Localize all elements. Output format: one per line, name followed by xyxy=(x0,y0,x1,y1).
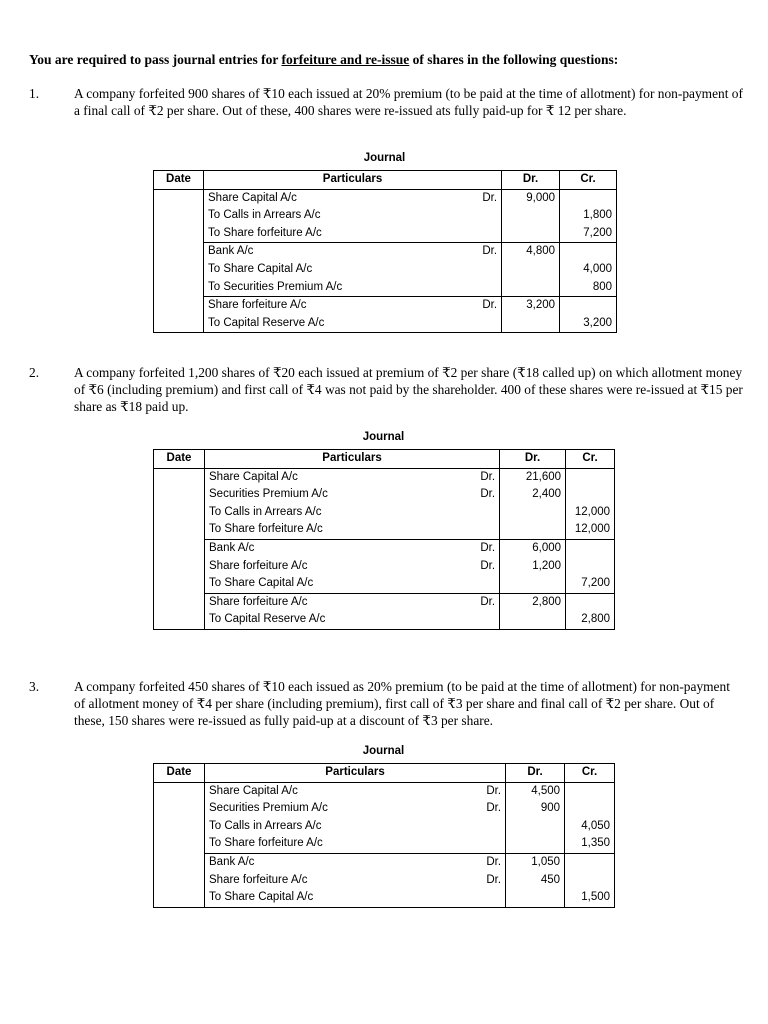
dr-marker-cell xyxy=(455,889,506,907)
col-header-cr: Cr. xyxy=(565,764,615,783)
journal-row xyxy=(154,835,615,853)
dr-marker-cell xyxy=(454,207,502,225)
particulars-cell: To Share forfeiture A/c xyxy=(205,521,453,539)
date-cell xyxy=(154,521,205,539)
journal-header-row xyxy=(154,450,615,469)
dr-marker-cell xyxy=(453,521,500,539)
col-header-particulars: Particulars xyxy=(205,450,500,469)
dr-marker-cell: Dr. xyxy=(455,800,506,818)
particulars-cell: To Share Capital A/c xyxy=(204,261,454,279)
dr-marker-cell: Dr. xyxy=(455,782,506,800)
date-cell xyxy=(154,468,205,486)
journal-row xyxy=(154,225,617,243)
credit-cell: 4,000 xyxy=(560,261,617,279)
question-3 xyxy=(29,678,744,729)
credit-cell xyxy=(565,782,615,800)
journal-row xyxy=(154,468,615,486)
journal-row xyxy=(154,189,617,207)
credit-cell xyxy=(566,558,615,576)
debit-cell xyxy=(506,818,565,836)
debit-cell: 21,600 xyxy=(500,468,566,486)
question-text: A company forfeited 450 shares of ₹10 each issued as 20% premium (to be paid at the time of allotment) for non-payment of allotment money of ₹4 per share (including premium), first call of ₹3 per share and final call of ₹2 per share. Out of these, 150 shares were re-issued as fully paid-up at a discount of ₹3 per share. xyxy=(74,679,730,728)
credit-cell xyxy=(565,853,615,871)
particulars-cell: To Capital Reserve A/c xyxy=(205,611,453,629)
particulars-cell: Share forfeiture A/c xyxy=(205,558,453,576)
credit-cell xyxy=(566,593,615,611)
credit-cell: 1,800 xyxy=(560,207,617,225)
particulars-cell: Share forfeiture A/c xyxy=(205,593,453,611)
journal-row xyxy=(154,782,615,800)
date-cell xyxy=(154,279,204,297)
debit-cell xyxy=(502,225,560,243)
dr-marker-cell xyxy=(454,279,502,297)
debit-cell xyxy=(506,889,565,907)
date-cell xyxy=(154,872,205,890)
debit-cell xyxy=(502,261,560,279)
particulars-cell: Bank A/c xyxy=(205,539,453,557)
debit-cell xyxy=(500,504,566,522)
journal-row xyxy=(154,297,617,315)
journal-row xyxy=(154,889,615,907)
credit-cell: 4,050 xyxy=(565,818,615,836)
journal-row xyxy=(154,504,615,522)
credit-cell: 7,200 xyxy=(560,225,617,243)
journal-row xyxy=(154,279,617,297)
date-cell xyxy=(154,315,204,333)
particulars-cell: Share forfeiture A/c xyxy=(205,872,455,890)
particulars-cell: Securities Premium A/c xyxy=(205,800,455,818)
journal-row xyxy=(154,243,617,261)
particulars-cell: To Calls in Arrears A/c xyxy=(205,504,453,522)
debit-cell xyxy=(502,315,560,333)
col-header-date: Date xyxy=(154,764,205,783)
debit-cell: 9,000 xyxy=(502,189,560,207)
dr-marker-cell: Dr. xyxy=(453,593,500,611)
journal-row xyxy=(154,800,615,818)
dr-marker-cell xyxy=(455,818,506,836)
date-cell xyxy=(154,835,205,853)
date-cell xyxy=(154,189,204,207)
particulars-cell: Bank A/c xyxy=(205,853,455,871)
credit-cell: 7,200 xyxy=(566,575,615,593)
journal-table-2 xyxy=(153,449,615,630)
credit-cell xyxy=(566,539,615,557)
debit-cell xyxy=(500,611,566,629)
col-header-date: Date xyxy=(154,171,204,190)
question-number: 3. xyxy=(29,679,40,694)
date-cell xyxy=(154,611,205,629)
journal-row xyxy=(154,853,615,871)
date-cell xyxy=(154,261,204,279)
date-cell xyxy=(154,782,205,800)
debit-cell xyxy=(500,521,566,539)
dr-marker-cell: Dr. xyxy=(454,243,502,261)
journal-title: Journal xyxy=(363,152,406,164)
debit-cell: 4,500 xyxy=(506,782,565,800)
credit-cell xyxy=(566,468,615,486)
credit-cell: 12,000 xyxy=(566,504,615,522)
dr-marker-cell xyxy=(454,315,502,333)
credit-cell: 3,200 xyxy=(560,315,617,333)
journal-row xyxy=(154,611,615,629)
date-cell xyxy=(154,207,204,225)
journal-header-row xyxy=(154,764,615,783)
dr-marker-cell xyxy=(453,611,500,629)
journal-row xyxy=(154,261,617,279)
dr-marker-cell: Dr. xyxy=(455,872,506,890)
dr-marker-cell xyxy=(454,225,502,243)
dr-marker-cell: Dr. xyxy=(454,189,502,207)
page-heading xyxy=(29,52,618,68)
dr-marker-cell: Dr. xyxy=(453,468,500,486)
heading-post: of shares in the following questions: xyxy=(409,52,619,67)
journal-table-3 xyxy=(153,763,615,908)
journal-row xyxy=(154,872,615,890)
heading-underlined: forfeiture and re-issue xyxy=(281,52,410,67)
heading-pre: You are required to pass journal entries for xyxy=(29,52,282,67)
journal-row xyxy=(154,521,615,539)
credit-cell xyxy=(560,243,617,261)
credit-cell xyxy=(565,800,615,818)
date-cell xyxy=(154,539,205,557)
particulars-cell: To Calls in Arrears A/c xyxy=(204,207,454,225)
credit-cell: 1,500 xyxy=(565,889,615,907)
particulars-cell: To Share forfeiture A/c xyxy=(205,835,455,853)
debit-cell: 1,200 xyxy=(500,558,566,576)
question-text: A company forfeited 1,200 shares of ₹20 each issued at premium of ₹2 per share (₹18 called up) on which allotment money of ₹6 (including premium) and first call of ₹4 was not paid by the shareholder. 400 of these shares were re-issued at ₹15 per share as ₹18 paid up. xyxy=(74,365,743,414)
question-2 xyxy=(29,364,744,415)
debit-cell: 900 xyxy=(506,800,565,818)
date-cell xyxy=(154,225,204,243)
col-header-dr: Dr. xyxy=(500,450,566,469)
dr-marker-cell: Dr. xyxy=(453,539,500,557)
journal-row xyxy=(154,818,615,836)
journal-row xyxy=(154,539,615,557)
dr-marker-cell: Dr. xyxy=(455,853,506,871)
question-text: A company forfeited 900 shares of ₹10 each issued at 20% premium (to be paid at the time of allotment) for non-payment of a final call of ₹2 per share. Out of these, 400 shares were re-issued ats fully paid-up for ₹ 12 per share. xyxy=(74,86,743,118)
col-header-cr: Cr. xyxy=(566,450,615,469)
col-header-dr: Dr. xyxy=(506,764,565,783)
date-cell xyxy=(154,818,205,836)
particulars-cell: To Share forfeiture A/c xyxy=(204,225,454,243)
journal-title: Journal xyxy=(362,745,405,757)
particulars-cell: Share forfeiture A/c xyxy=(204,297,454,315)
col-header-particulars: Particulars xyxy=(204,171,502,190)
date-cell xyxy=(154,297,204,315)
dr-marker-cell: Dr. xyxy=(453,486,500,504)
particulars-cell: Bank A/c xyxy=(204,243,454,261)
journal-row xyxy=(154,575,615,593)
credit-cell xyxy=(560,297,617,315)
date-cell xyxy=(154,889,205,907)
credit-cell xyxy=(560,189,617,207)
date-cell xyxy=(154,504,205,522)
particulars-cell: Securities Premium A/c xyxy=(205,486,453,504)
dr-marker-cell xyxy=(455,835,506,853)
journal-header-row xyxy=(154,171,617,190)
particulars-cell: To Securities Premium A/c xyxy=(204,279,454,297)
journal-row xyxy=(154,593,615,611)
credit-cell: 12,000 xyxy=(566,521,615,539)
particulars-cell: To Calls in Arrears A/c xyxy=(205,818,455,836)
particulars-cell: Share Capital A/c xyxy=(205,782,455,800)
journal-row xyxy=(154,207,617,225)
journal-row xyxy=(154,486,615,504)
credit-cell: 1,350 xyxy=(565,835,615,853)
particulars-cell: To Capital Reserve A/c xyxy=(204,315,454,333)
debit-cell xyxy=(502,207,560,225)
date-cell xyxy=(154,575,205,593)
particulars-cell: Share Capital A/c xyxy=(204,189,454,207)
debit-cell: 6,000 xyxy=(500,539,566,557)
debit-cell: 4,800 xyxy=(502,243,560,261)
journal-title: Journal xyxy=(362,431,405,443)
particulars-cell: Share Capital A/c xyxy=(205,468,453,486)
date-cell xyxy=(154,243,204,261)
dr-marker-cell: Dr. xyxy=(453,558,500,576)
debit-cell: 450 xyxy=(506,872,565,890)
credit-cell xyxy=(566,486,615,504)
date-cell xyxy=(154,853,205,871)
debit-cell: 1,050 xyxy=(506,853,565,871)
col-header-dr: Dr. xyxy=(502,171,560,190)
date-cell xyxy=(154,558,205,576)
credit-cell xyxy=(565,872,615,890)
dr-marker-cell: Dr. xyxy=(454,297,502,315)
debit-cell xyxy=(502,279,560,297)
question-number: 2. xyxy=(29,365,40,380)
col-header-cr: Cr. xyxy=(560,171,617,190)
dr-marker-cell xyxy=(453,504,500,522)
debit-cell: 2,400 xyxy=(500,486,566,504)
question-number: 1. xyxy=(29,86,40,101)
particulars-cell: To Share Capital A/c xyxy=(205,889,455,907)
col-header-date: Date xyxy=(154,450,205,469)
credit-cell: 800 xyxy=(560,279,617,297)
journal-row xyxy=(154,315,617,333)
debit-cell: 3,200 xyxy=(502,297,560,315)
journal-table-1 xyxy=(153,170,617,333)
journal-row xyxy=(154,558,615,576)
dr-marker-cell xyxy=(454,261,502,279)
particulars-cell: To Share Capital A/c xyxy=(205,575,453,593)
debit-cell xyxy=(506,835,565,853)
date-cell xyxy=(154,800,205,818)
credit-cell: 2,800 xyxy=(566,611,615,629)
debit-cell xyxy=(500,575,566,593)
dr-marker-cell xyxy=(453,575,500,593)
date-cell xyxy=(154,486,205,504)
col-header-particulars: Particulars xyxy=(205,764,506,783)
date-cell xyxy=(154,593,205,611)
question-1 xyxy=(29,85,744,119)
debit-cell: 2,800 xyxy=(500,593,566,611)
